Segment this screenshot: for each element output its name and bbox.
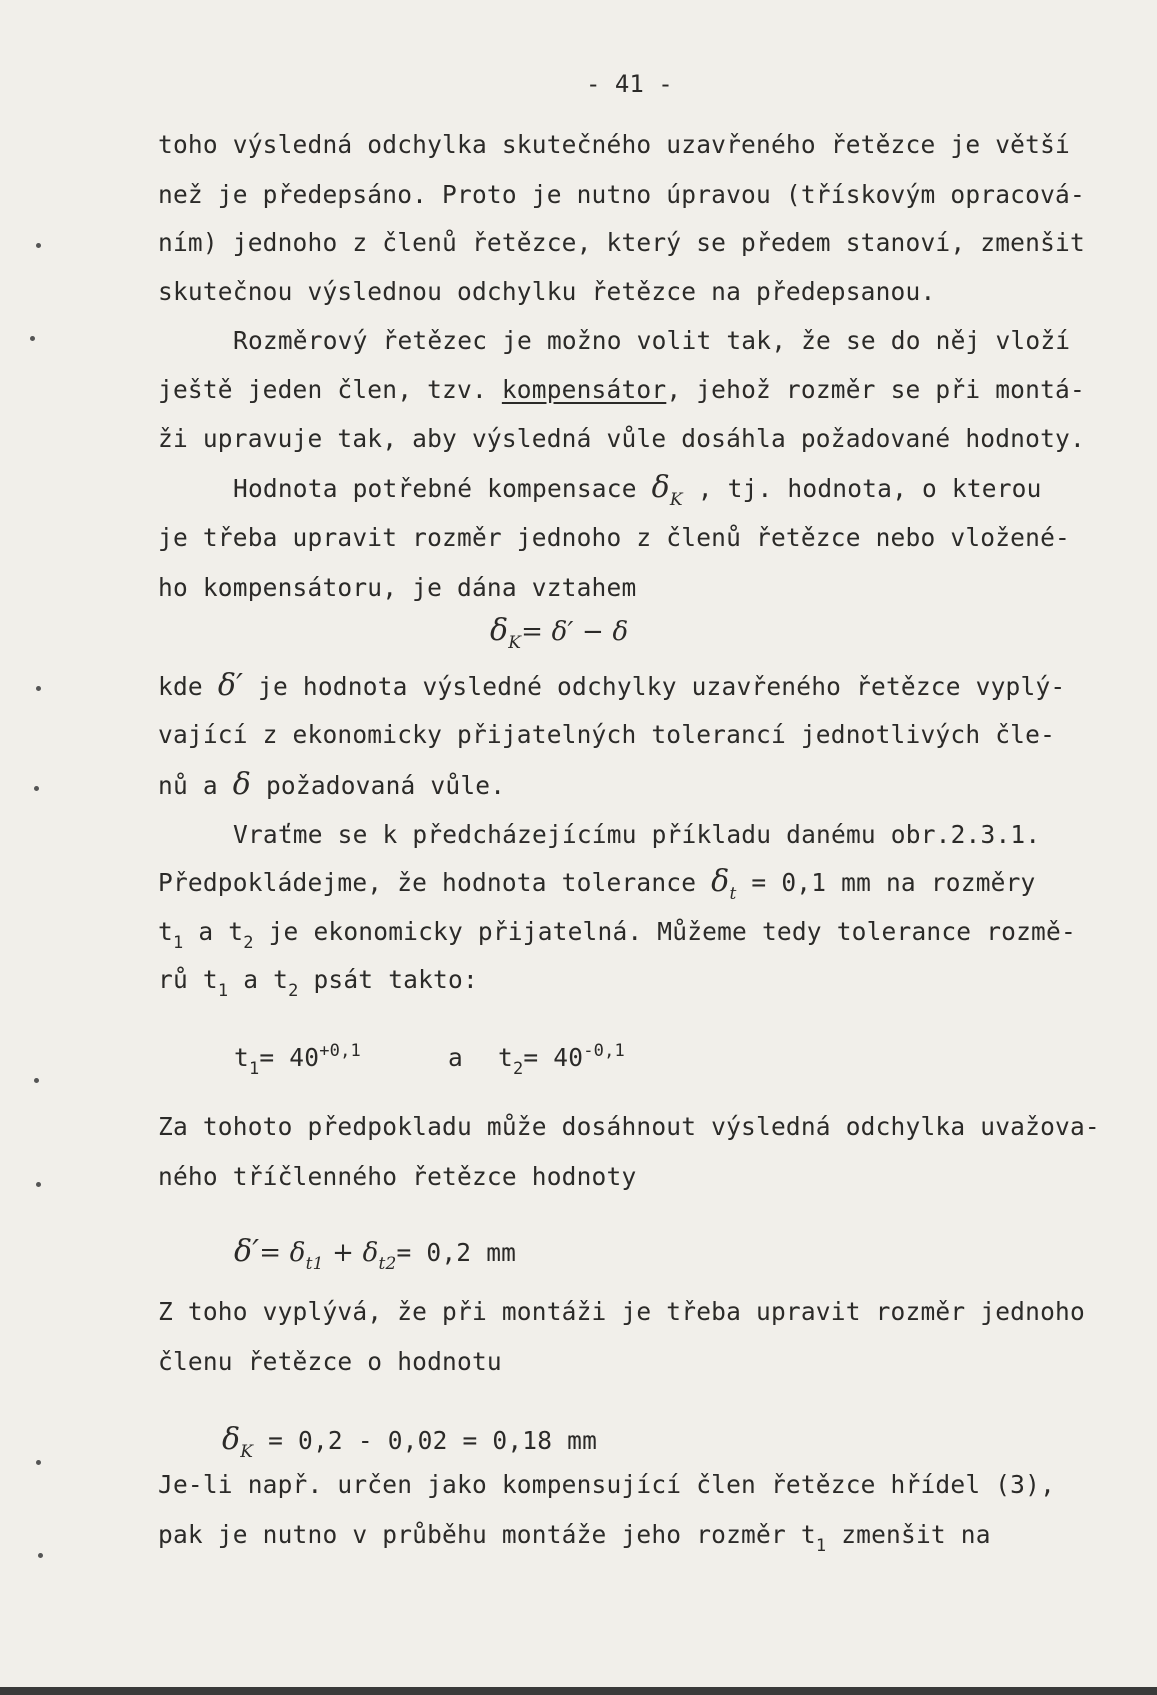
text-line — [158, 965, 478, 1001]
text-span: a t — [228, 965, 289, 994]
underlined-term: kompensátor — [501, 375, 667, 404]
equation — [234, 1041, 361, 1079]
text-line — [158, 767, 506, 802]
text-span: pak je nutno v průběhu montáže jeho rozměr t — [158, 1520, 816, 1549]
text-line — [158, 375, 1085, 405]
text-line — [158, 1520, 991, 1556]
text-line: skutečnou výslednou odchylku řetězce na předepsanou. — [158, 277, 936, 306]
subscript: 1 — [248, 1059, 260, 1079]
text-line: ži upravuje tak, aby výsledná vůle dosáhla požadované hodnoty. — [158, 424, 1085, 453]
equation-rhs: = δ′ − δ — [521, 617, 629, 647]
delta-symbol: δ — [711, 864, 730, 899]
margin-speck — [30, 336, 35, 341]
text-span: a t — [183, 917, 244, 946]
margin-speck — [34, 1078, 39, 1083]
text-span: = 0,2 mm — [396, 1238, 517, 1267]
text-line: Je-li např. určen jako kompensující člen řetězce hřídel (3), — [158, 1470, 1056, 1499]
text-line: Z toho vyplývá, že při montáži je třeba upravit rozměr jednoho — [158, 1297, 1085, 1326]
delta-prime-symbol: δ′ — [217, 668, 244, 703]
text-line — [158, 917, 1076, 953]
text-line: Za tohoto předpokladu může dosáhnout výsledná odchylka uvažova- — [158, 1112, 1100, 1141]
equation-conjunction: a — [448, 1043, 463, 1072]
text-line: Rozměrový řetězec je možno volit tak, že se do něj vloží — [233, 326, 1071, 355]
equation — [222, 1422, 598, 1462]
text-line: ného tříčlenného řetězce hodnoty — [158, 1162, 637, 1191]
delta-symbol: δ — [651, 470, 670, 505]
text-span: Hodnota potřebné kompensace — [233, 474, 652, 503]
subscript: K — [669, 490, 683, 510]
superscript: +0,1 — [319, 1041, 361, 1061]
subscript: K — [240, 1442, 254, 1462]
text-span: = 0,2 - 0,02 = 0,18 mm — [253, 1426, 598, 1455]
subscript: t1 — [305, 1254, 324, 1274]
subscript: 1 — [815, 1536, 827, 1556]
subscript: 2 — [512, 1059, 524, 1079]
equation — [234, 1234, 517, 1274]
text-span: zmenšit na — [826, 1520, 991, 1549]
text-span: = 40 — [523, 1043, 584, 1072]
text-line: ním) jednoho z členů řetězce, který se předem stanoví, zmenšit — [158, 228, 1085, 257]
delta-symbol: + δ — [323, 1238, 379, 1268]
text-span: je ekonomicky přijatelná. Můžeme tedy tolerance rozmě- — [253, 917, 1076, 946]
text-span: je hodnota výsledné odchylky uzavřeného řetězce vyplý- — [243, 672, 1066, 701]
text-line: Vraťme se k předcházejícímu příkladu danému obr.2.3.1. — [233, 820, 1041, 849]
text-span: nů a — [158, 771, 233, 800]
equation — [490, 613, 629, 653]
text-span: rů t — [158, 965, 218, 994]
text-span: = 40 — [259, 1043, 320, 1072]
text-span: kde — [158, 672, 218, 701]
subscript: 2 — [243, 933, 254, 953]
scan-bottom-edge — [0, 1687, 1157, 1695]
subscript: t2 — [378, 1254, 397, 1274]
margin-speck — [34, 786, 39, 791]
margin-speck — [36, 243, 41, 248]
text-line: vající z ekonomicky přijatelných tolerancí jednotlivých čle- — [158, 720, 1056, 749]
text-line: je třeba upravit rozměr jednoho z členů řetězce nebo vložené- — [158, 523, 1070, 552]
text-span: t — [158, 917, 173, 946]
page-number: - 41 - — [586, 70, 673, 98]
text-line — [233, 470, 1042, 510]
delta-prime-symbol: δ′ — [234, 1234, 260, 1269]
text-span: t — [498, 1043, 513, 1072]
delta-symbol: δ — [490, 613, 509, 648]
text-span: Předpokládejme, že hodnota tolerance — [158, 868, 712, 897]
delta-symbol: δ — [222, 1422, 241, 1457]
text-span: požadovaná vůle. — [251, 771, 506, 800]
margin-speck — [36, 1182, 41, 1187]
text-span: psát takto: — [298, 965, 478, 994]
text-span: , tj. hodnota, o kterou — [682, 474, 1042, 503]
text-line: ho kompensátoru, je dána vztahem — [158, 573, 637, 602]
subscript: t — [729, 884, 737, 904]
delta-symbol: = δ — [259, 1238, 306, 1268]
delta-symbol: δ — [232, 767, 252, 802]
superscript: -0,1 — [583, 1041, 625, 1061]
text-line: toho výsledná odchylka skutečného uzavřeného řetězce je větší — [158, 130, 1070, 159]
text-line — [158, 668, 1066, 703]
equation — [498, 1041, 625, 1079]
text-line — [158, 864, 1036, 904]
subscript: K — [508, 633, 522, 653]
margin-speck — [36, 1460, 41, 1465]
text-line: členu řetězce o hodnotu — [158, 1347, 502, 1376]
text-span: , jehož rozměr se při montá- — [666, 375, 1085, 404]
subscript: 1 — [172, 933, 184, 953]
margin-speck — [38, 1553, 43, 1558]
subscript: 2 — [288, 981, 299, 1001]
margin-speck — [36, 686, 41, 691]
subscript: 1 — [217, 981, 229, 1001]
text-span: t — [234, 1043, 249, 1072]
text-line: než je předepsáno. Proto je nutno úpravou (třískovým opracová- — [158, 180, 1085, 209]
text-span: = 0,1 mm na rozměry — [736, 868, 1036, 897]
text-span: ještě jeden člen, tzv. — [158, 375, 502, 404]
